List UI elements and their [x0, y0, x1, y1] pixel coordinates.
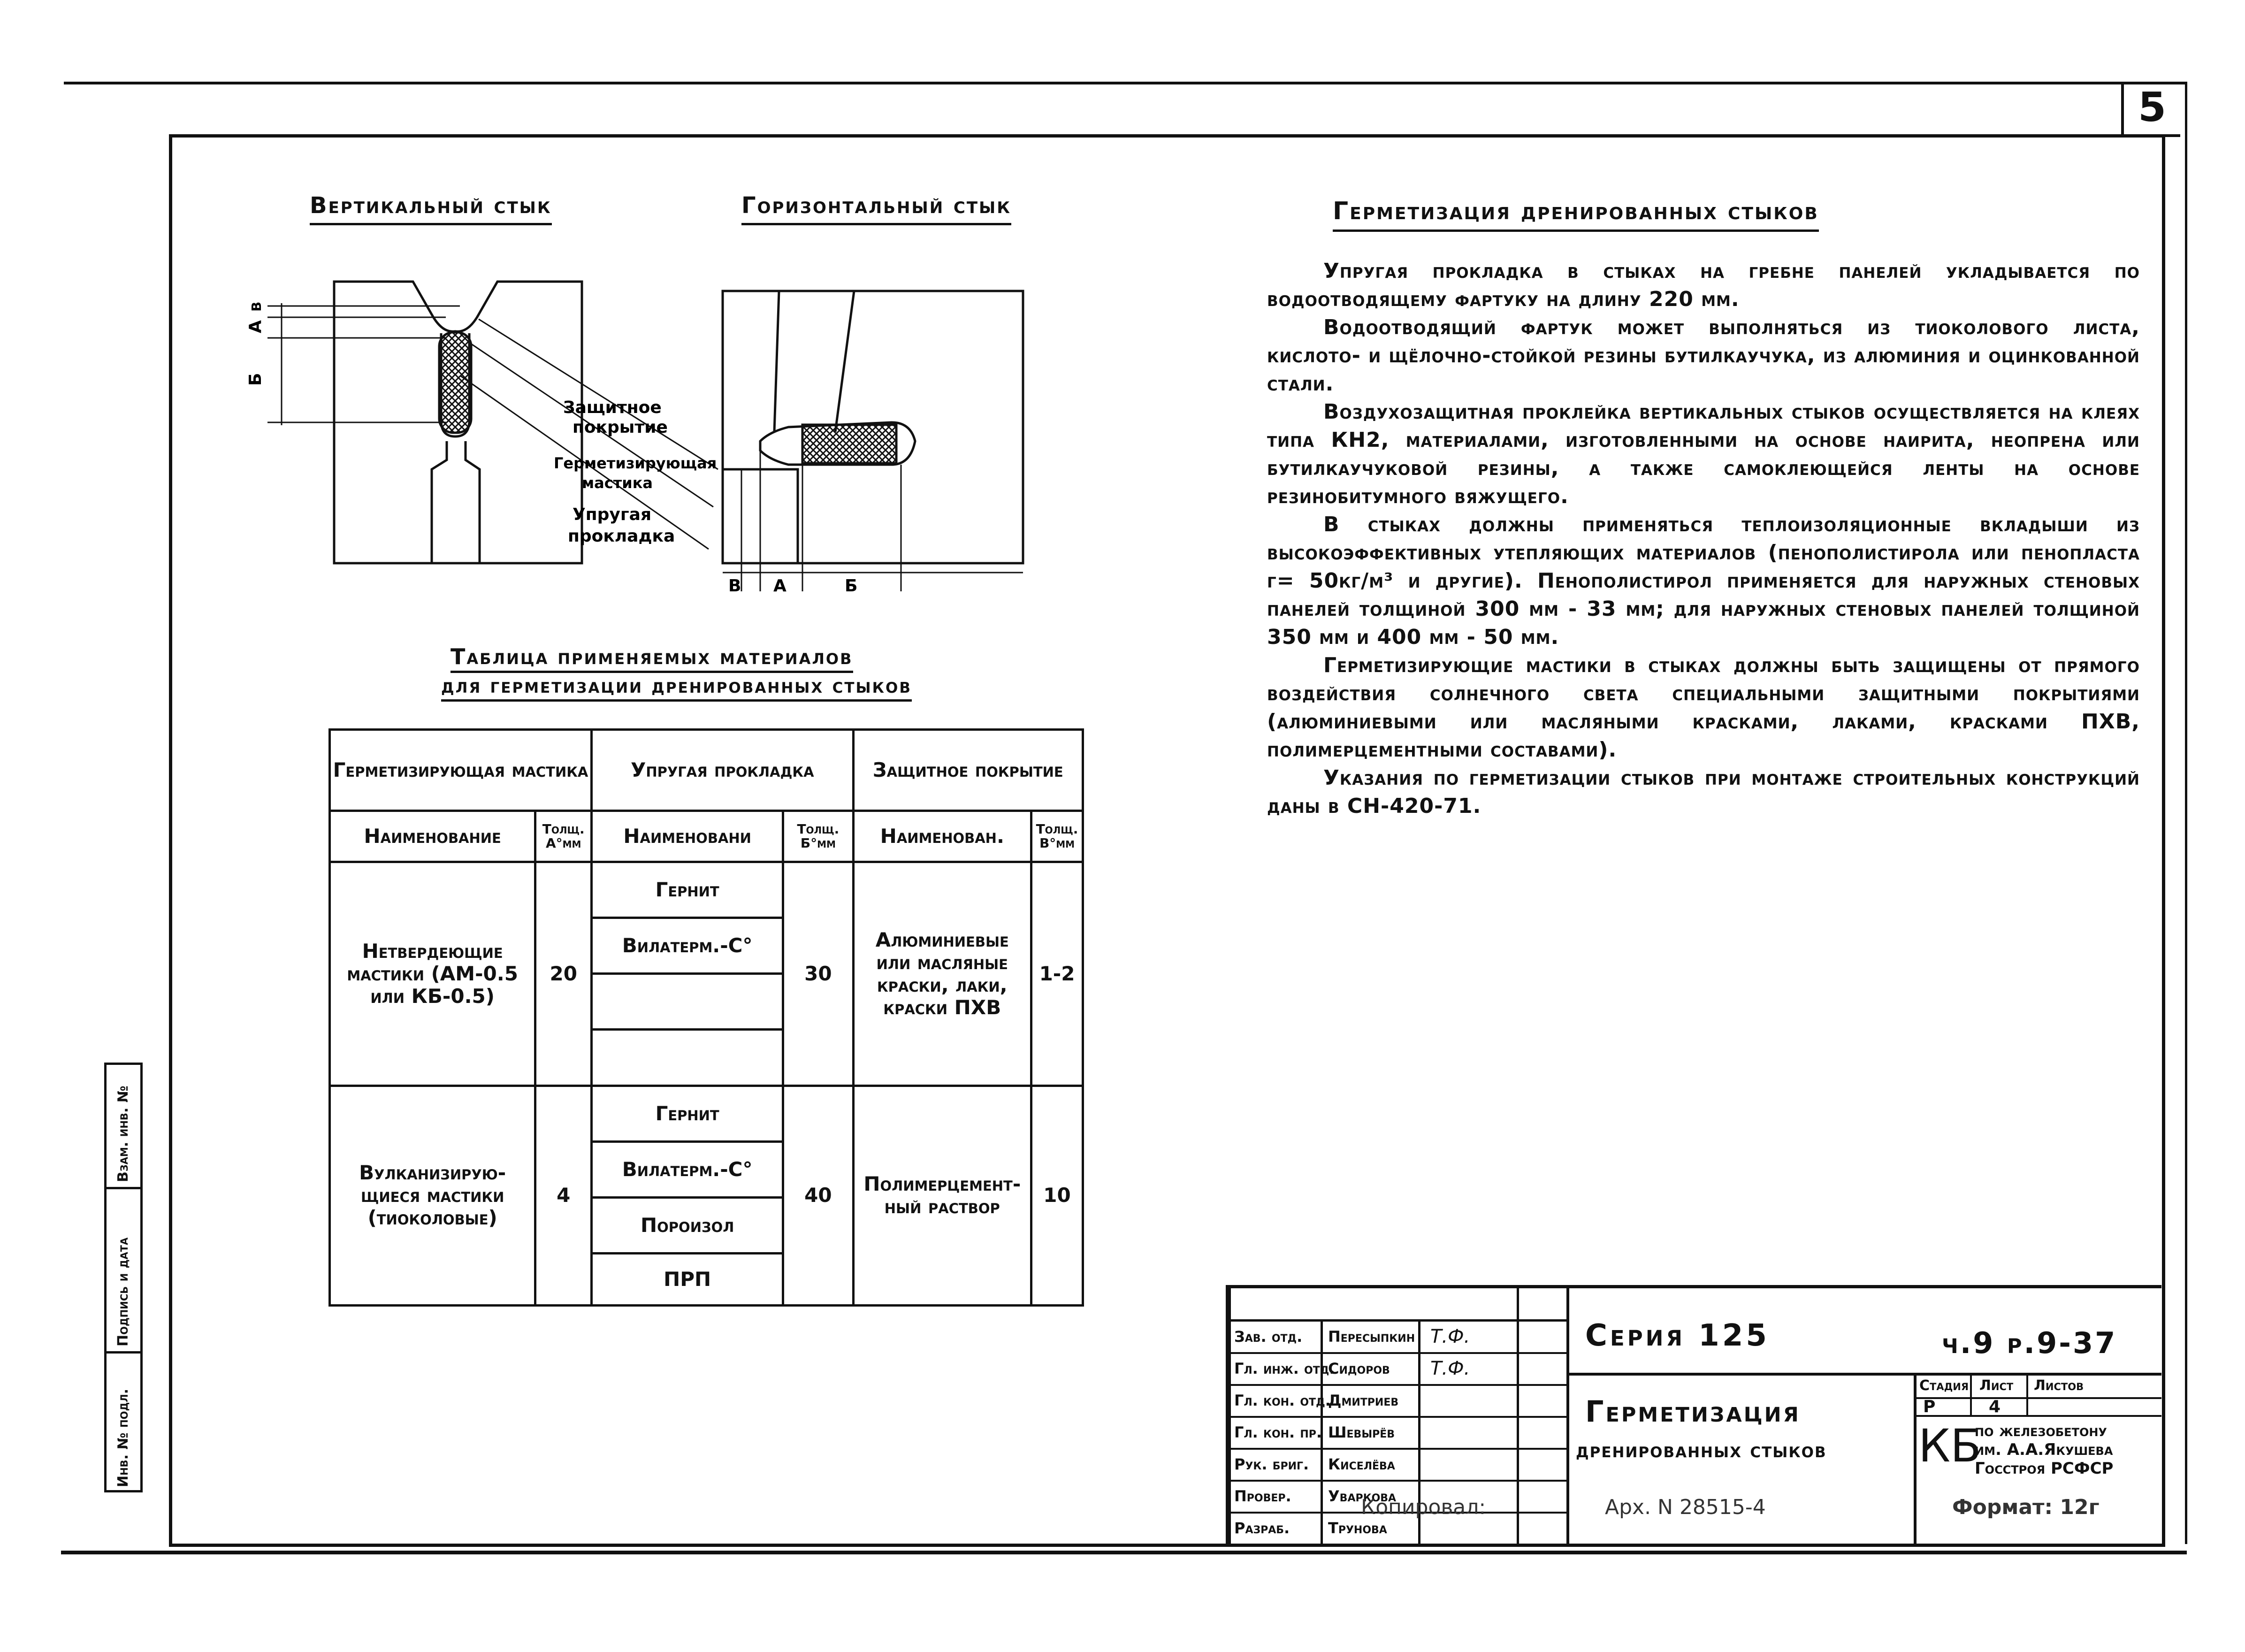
sidebar-inv-no: Инв. № подл. [115, 1388, 131, 1487]
row2-gasket-1: Гернит [592, 1086, 783, 1141]
row2-gasket-3: Пороизол [592, 1198, 783, 1254]
callout-mastic-2: мастика [582, 474, 653, 492]
title-block-name: Сидоров [1328, 1360, 1390, 1377]
table-header-groups [330, 730, 1083, 811]
hdim-label-a: А [773, 576, 787, 596]
row2-coating: Полимерцемент-ный раствор [853, 1086, 1031, 1305]
table-row [330, 862, 1083, 918]
text-section-body [1267, 257, 2140, 820]
row1-gasket-thk: 30 [783, 862, 853, 1086]
copied-stamp: Копировал: [1361, 1495, 1486, 1519]
title-block-role: Провер. [1234, 1487, 1291, 1505]
org-line-1: по железобетону [1975, 1422, 2107, 1440]
header-name-1: Наименование [330, 811, 535, 862]
title-block-name: Трунова [1328, 1519, 1387, 1537]
title-block-row-line [1229, 1544, 1566, 1545]
group-mastic: Герметизирующая мастика [330, 730, 592, 811]
title-block-signature: Т.Ф. [1430, 1326, 1470, 1347]
title-block-row-line [1229, 1416, 1566, 1418]
title-block-signature: Т.Ф. [1430, 1358, 1470, 1379]
sheet-label: Лист [1979, 1377, 2014, 1394]
vertical-joint-title: Вертикальный стык [310, 192, 552, 219]
dim-label-a: А [246, 320, 265, 333]
title-block-role: Гл. кон. пр. [1234, 1423, 1322, 1441]
horizontal-joint-title: Горизонтальный стык [741, 192, 1011, 219]
title-block-row-line [1229, 1384, 1566, 1386]
stage-label: Стадия [1919, 1377, 1969, 1394]
callout-protective-1: Защитное [563, 398, 662, 417]
dim-label-b: Б [246, 373, 265, 386]
table-header-sub [330, 811, 1083, 862]
series: Серия 125 [1585, 1318, 1770, 1353]
horizontal-joint-drawing [723, 291, 1023, 563]
table-title-1: Таблица применяемых материалов [451, 644, 853, 669]
row1-gasket-2: Вилатерм.-С° [592, 918, 783, 974]
hdim-label-v: В [728, 576, 741, 596]
group-coating: Защитное покрытие [853, 730, 1083, 811]
row1-gasket-4 [592, 1030, 783, 1086]
row2-gasket-thk: 40 [783, 1086, 853, 1305]
paragraph-2: Водоотводящий фартук может выполняться из тиоколового листа, кислото- и щёлочно-стойкой резины бутилкаучука, из алюминия и оцинкованной стали. [1267, 315, 2140, 396]
joint-drawings [225, 263, 1079, 620]
paragraph-1: Упругая прокладка в стыках на гребне панелей укладывается по водоотводящему фартуку на длину 220 мм. [1267, 259, 2140, 311]
row2-coating-thk: 10 [1031, 1086, 1083, 1305]
bottom-edge-line [61, 1551, 2187, 1554]
title-block-role: Гл. кон. отд. [1234, 1392, 1331, 1409]
paragraph-5: Герметизирующие мастики в стыках должны быть защищены от прямого воздействия солнечного света специальными защитными покрытиями (алюминиевыми или масляными красками, лаками, красками ПХВ, полимерцементными составами). [1267, 653, 2140, 762]
table-row [330, 1086, 1083, 1141]
row2-mastic-thk: 4 [535, 1086, 592, 1305]
sidebar-replaces-inv: Взам. инв. № [115, 1086, 131, 1182]
title-block-role: Гл. инж. отд. [1234, 1360, 1335, 1377]
doc-title-2: дренированных стыков [1576, 1438, 1827, 1462]
left-margin-stamp [104, 1063, 143, 1492]
format-stamp: Формат: 12г [1952, 1495, 2100, 1519]
doc-title-1: Герметизация [1585, 1394, 1801, 1429]
title-block-name: Дмитриев [1328, 1392, 1399, 1409]
title-block-name: Уваркова [1328, 1487, 1397, 1505]
paragraph-4: В стыках должны применяться теплоизоляционные вкладыши из высокоэффективных утепляющих материалов (пенополистирола или пенопласта γ= 50кг/м³ и другие). Пенополистирол применяется для наружных стеновых панелей толщиной 300 мм - 33 мм; для наружных стеновых панелей толщиной 350 мм и 400 мм - 50 мм. [1267, 512, 2140, 649]
group-gasket: Упругая прокладка [592, 730, 853, 811]
title-block-role: Зав. отд. [1234, 1328, 1303, 1346]
materials-table [328, 728, 1084, 1307]
title-block-name: Шевырёв [1328, 1423, 1395, 1441]
title-block-row-line [1229, 1352, 1566, 1354]
header-name-2: Наименовани [592, 811, 783, 862]
hdim-label-b: Б [845, 576, 858, 596]
archive-stamp: Арх. N 28515-4 [1605, 1495, 1766, 1519]
header-name-3: Наименован. [853, 811, 1031, 862]
paragraph-3: Воздухозащитная проклейка вертикальных стыков осуществляется на клеях типа КН2, материалами, изготовленными на основе наирита, неопрена или бутилкаучуковой резины, а также самоклеющейся ленты на основе резинобитумного вяжущего. [1267, 400, 2140, 508]
callout-mastic-1: Герметизирующая [554, 454, 717, 472]
sheets-label: Листов [2034, 1377, 2084, 1394]
title-block-role: Разраб. [1234, 1519, 1290, 1537]
org-line-3: Госстроя РСФСР [1975, 1459, 2114, 1478]
header-thk-1: Толщ. А°мм [535, 811, 592, 862]
title-block-name: Киселёва [1328, 1455, 1395, 1473]
sidebar-signature-date: Подпись и дата [115, 1237, 131, 1346]
drawing-code: ч.9 р.9-37 [1942, 1326, 2117, 1360]
title-block-row-line [1229, 1480, 1566, 1482]
stage-value: Р [1923, 1397, 1936, 1416]
text-section-title: Герметизация дренированных стыков [1333, 197, 1819, 225]
row1-gasket-3 [592, 974, 783, 1030]
org-logo: КБ [1918, 1420, 1982, 1472]
row2-mastic: Вулканизирую-щиеся мастики (тиоколовые) [330, 1086, 535, 1305]
row2-gasket-4: ПРП [592, 1254, 783, 1306]
row1-mastic: Нетвердеющие мастики (АМ-0.5 или КБ-0.5) [330, 862, 535, 1086]
header-thk-3: Толщ. В°мм [1031, 811, 1083, 862]
title-block-role: Рук. бриг. [1234, 1455, 1309, 1473]
row1-gasket-1: Гернит [592, 862, 783, 918]
paragraph-6: Указания по герметизации стыков при монтаже строительных конструкций даны в СН-420-71. [1267, 766, 2140, 818]
sheet-value: 4 [1989, 1397, 2001, 1416]
title-block-name: Пересыпкин [1328, 1328, 1415, 1346]
row1-coating-thk: 1-2 [1031, 862, 1083, 1086]
dim-label-v: В [249, 301, 264, 312]
callout-protective-2: покрытие [573, 418, 668, 437]
callout-gasket-1: Упругая [573, 505, 652, 524]
table-title-2: для герметизации дренированных стыков [441, 674, 912, 698]
row2-gasket-2: Вилатерм.-С° [592, 1141, 783, 1197]
row1-coating: Алюминиевые или масляные краски, лаки, краски ПХВ [853, 862, 1031, 1086]
org-line-2: им. А.А.Якушева [1975, 1440, 2113, 1459]
callout-gasket-2: прокладка [568, 527, 675, 546]
header-thk-2: Толщ. Б°мм [783, 811, 853, 862]
row1-mastic-thk: 20 [535, 862, 592, 1086]
title-block-row-line [1229, 1448, 1566, 1450]
sheet-number: 5 [2121, 82, 2180, 137]
